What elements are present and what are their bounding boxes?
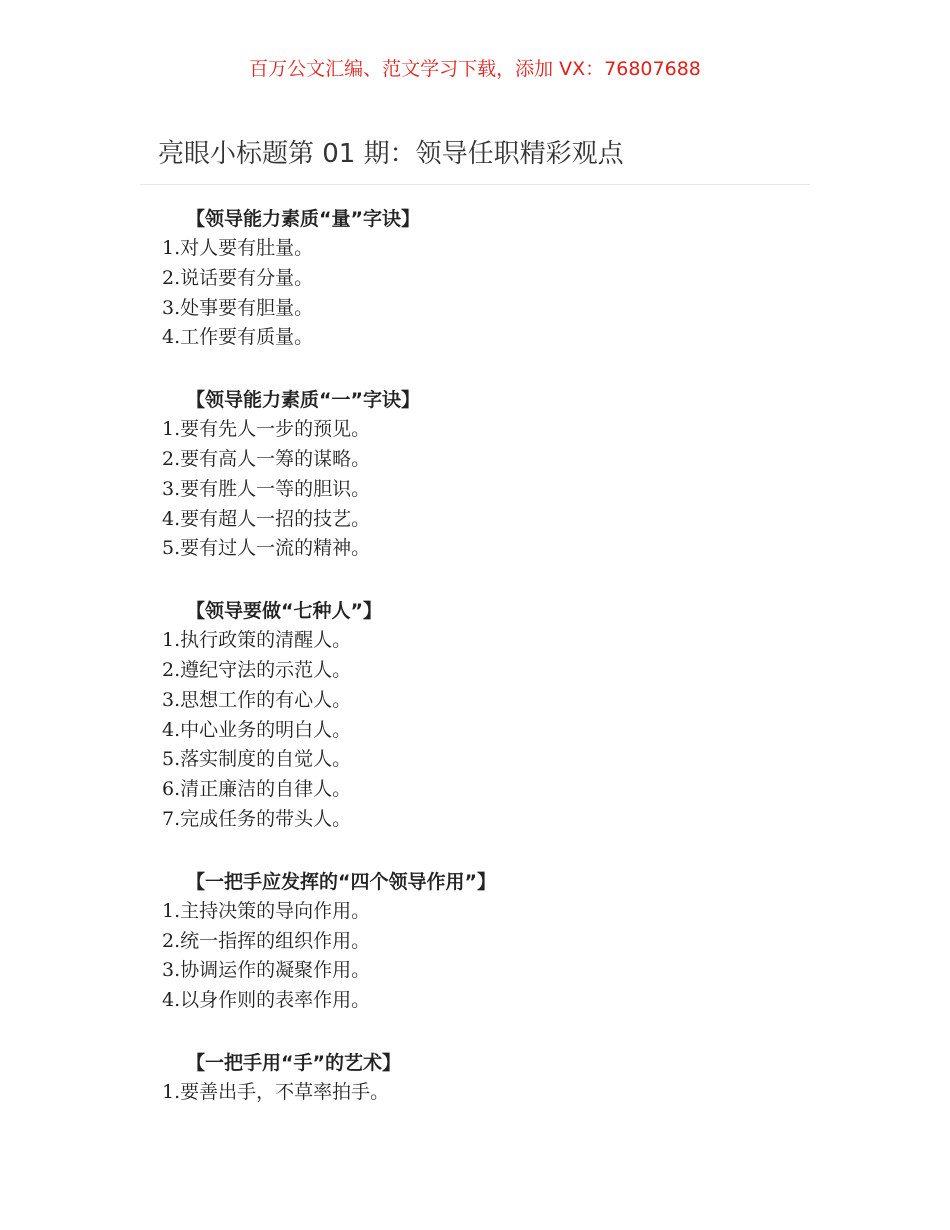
section-hand-art — [162, 1048, 802, 1108]
article-body — [162, 204, 802, 1140]
list-item: 2.遵纪守法的示范人。 — [162, 658, 352, 681]
list-item: 4.要有超人一招的技艺。 — [162, 507, 371, 530]
item-list — [162, 234, 802, 353]
list-item: 1.要善出手，不草率拍手。 — [162, 1080, 390, 1103]
section-seven-types — [162, 596, 802, 835]
list-item: 5.要有过人一流的精神。 — [162, 537, 371, 560]
section-heading: 【领导要做“七种人”】 — [186, 600, 382, 623]
list-item: 6.清正廉洁的自律人。 — [162, 778, 352, 801]
list-item: 3.思想工作的有心人。 — [162, 688, 352, 711]
list-item: 4.以身作则的表率作用。 — [162, 989, 371, 1012]
list-item: 3.处事要有胆量。 — [162, 296, 314, 319]
section-heading: 【领导能力素质“量”字诀】 — [186, 208, 420, 230]
list-item: 5.落实制度的自觉人。 — [162, 748, 352, 771]
item-list — [162, 897, 802, 1016]
promo-banner: 百万公文汇编、范文学习下载，添加 VX：76807688 — [249, 58, 701, 80]
section-heading: 【一把手应发挥的“四个领导作用”】 — [186, 870, 496, 893]
item-list — [162, 626, 802, 835]
list-item: 2.说话要有分量。 — [162, 266, 314, 289]
list-item: 1.主持决策的导向作用。 — [162, 899, 371, 922]
list-item: 7.完成任务的带头人。 — [162, 807, 352, 830]
list-item: 3.协调运作的凝聚作用。 — [162, 959, 371, 982]
item-list — [162, 415, 802, 564]
list-item: 1.要有先人一步的预见。 — [162, 418, 371, 441]
list-item: 2.要有高人一筹的谋略。 — [162, 447, 371, 470]
article-title: 亮眼小标题第 01 期：领导任职精彩观点 — [158, 139, 624, 169]
section-four-roles — [162, 867, 802, 1016]
section-liang-formula — [162, 204, 802, 353]
list-item: 1.执行政策的清醒人。 — [162, 629, 352, 652]
list-item: 2.统一指挥的组织作用。 — [162, 929, 371, 952]
list-item: 1.对人要有肚量。 — [162, 237, 314, 259]
section-heading: 【一把手用“手”的艺术】 — [186, 1051, 401, 1074]
section-heading: 【领导能力素质“一”字诀】 — [186, 389, 420, 412]
section-yi-formula — [162, 385, 802, 564]
list-item: 3.要有胜人一等的胆识。 — [162, 477, 371, 500]
title-divider — [140, 184, 810, 185]
list-item: 4.中心业务的明白人。 — [162, 718, 352, 741]
list-item: 4.工作要有质量。 — [162, 326, 314, 349]
item-list — [162, 1078, 802, 1108]
